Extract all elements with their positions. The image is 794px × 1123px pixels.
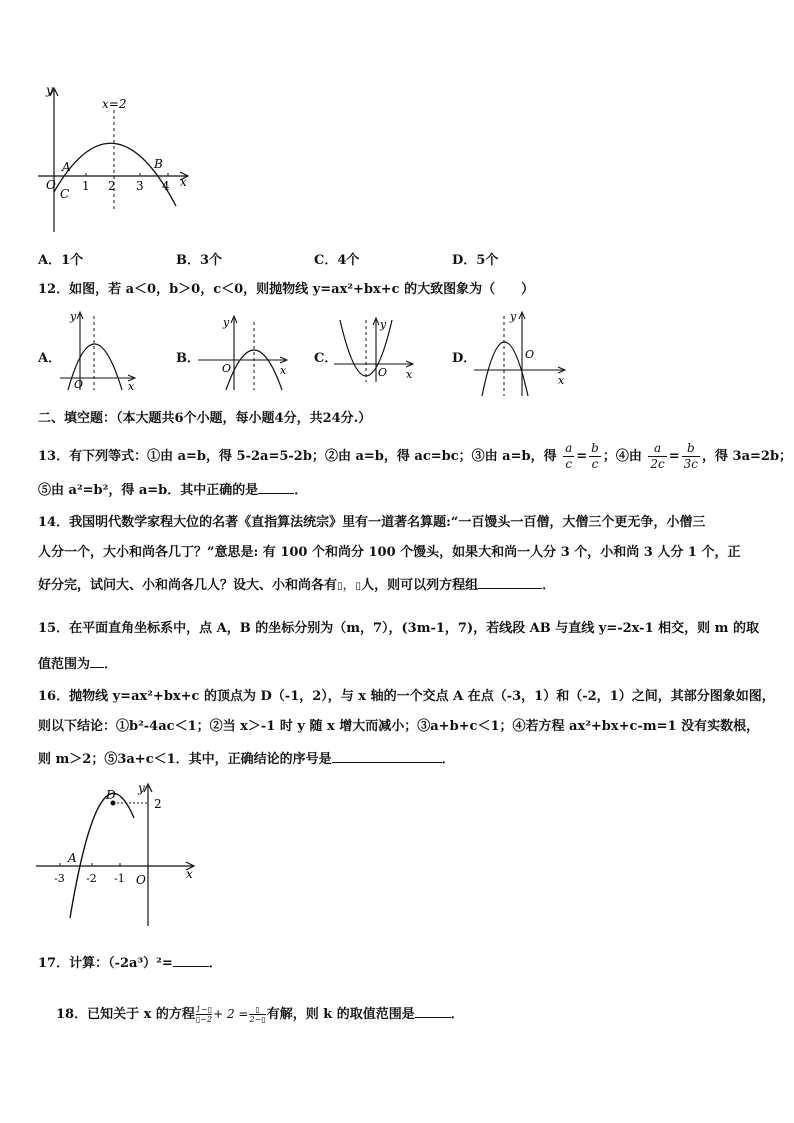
q11-option-d: D．5个 [452,253,499,268]
period: ． [294,483,308,498]
origin-label: O [222,362,232,375]
q13-statement-2: ②由 a=b，得 ac=bc； [324,449,472,464]
fraction-over-2-minus: $\frac{▯}{2-▯}$ [249,1005,266,1024]
fraction-a-over-2c: $\frac{a}{2c}$ [650,441,665,471]
point-b-label: B [154,157,163,171]
point-a-label: A [62,160,71,174]
q16-line-1: 16．抛物线 y=ax²+bx+c 的顶点为 D（-1，2），与 x 轴的一个交点 A 在点（-3，1）和（-2，1）之间，其部分图象如图， [38,689,775,704]
tick-neg1: -1 [114,872,125,885]
placeholder-glyph: ▯ [355,581,362,592]
tick-neg2: -2 [86,872,97,885]
placeholder-glyph: ▯ [337,581,343,592]
answer-blank[interactable] [90,654,104,668]
origin-label: O [46,178,56,192]
q13-statement-3: ③由 a=b，得 [471,449,557,464]
x-axis-label: x [280,364,287,377]
tick-neg3: -3 [54,872,65,885]
answer-blank[interactable] [478,575,542,589]
vertex-d-label: D [106,788,116,802]
section-heading: 二、填空题：（本大题共6个小题，每小题4分，共24分.） [38,411,372,426]
point-a-label: A [68,851,77,865]
origin-label: O [74,378,84,391]
point-c-label: C [60,187,70,201]
x-axis-label: x [128,380,135,392]
y-axis-label: y [138,781,145,795]
period: ． [441,752,455,767]
tick-2: 2 [108,179,116,193]
period: ． [104,657,118,672]
q15-text: 值范围为 [38,657,91,672]
origin-label: O [136,873,146,887]
x-axis-label: x [406,368,413,381]
q13-line-2 [38,480,307,500]
q16-parabola-figure [30,778,210,928]
answer-blank[interactable] [173,953,209,967]
q12-option-d-label: D． [452,351,477,366]
q16-text: 则 m＞2；⑤3a+c＜1．其中，正确结论的序号是 [38,752,332,767]
y-axis-label: y [510,310,517,323]
answer-blank[interactable] [415,1004,451,1018]
tick-2-y: 2 [154,797,162,811]
q14-line-3: 好分完，试问大、小和尚各几人？设大、小和尚各有▯，▯人，则可以列方程组 ． [38,575,555,596]
tick-4: 4 [162,179,170,193]
q12-option-a-label: A． [38,351,62,366]
y-axis-label: y [380,318,387,331]
q15-line-1: 15．在平面直角坐标系中，点 A，B 的坐标分别为（m，7），(3m-1，7)，若线段 AB 与直线 y=-2x-1 相交，则 m 的取 [38,621,759,636]
q12-graph-b [196,312,292,392]
y-axis-label: y [70,310,77,323]
y-axis-label: y [223,316,230,329]
q14-text: 好分完，试问大、小和尚各几人？设大、小和尚各有 [38,578,338,593]
answer-blank[interactable] [332,749,442,763]
q11-option-a: A．1个 [38,253,84,268]
x-axis-label: x [180,175,187,189]
q16-line-3 [38,749,455,769]
q14-line-2: 人分一个，大小和尚各几丁？”意思是: 有 100 个和尚分 100 个馒头，如果大和尚一人分 3 个，小和尚 3 人分 1 个，正 [38,545,741,560]
tick-3: 3 [136,179,144,193]
q11-option-c: C．4个 [314,253,360,268]
q16-line-2: 则以下结论：①b²-4ac＜1；②当 x＞-1 时 y 随 x 增大而减小；③a+b+c＜1；④若方程 ax²+bx+c-m=1 没有实数根， [38,719,760,734]
q12-graph-a [58,308,140,392]
q11-parabola-figure [30,80,200,240]
q12-question: 12．如图，若 a＜0，b＞0，c＜0，则抛物线 y=ax²+bx+c 的大致图象为（ ） [38,282,535,297]
q13-intro: 13．有下列等式： [38,449,148,464]
q18-text: 18．已知关于 x 的方程 [56,1007,195,1022]
q12-graph-d [470,308,570,398]
q13-statement-5: ⑤由 a²=b²，得 a=b．其中正确的是 [38,483,259,498]
fraction-b-over-3c: $\frac{b}{3c}$ [683,441,699,471]
y-axis-label: y [46,83,53,97]
q13-statement-4: ；④由 [602,449,642,464]
q11-option-b: B．3个 [176,253,223,268]
q15-line-2 [38,654,117,674]
period: ． [542,578,556,593]
tick-1: 1 [82,179,90,193]
fraction-a-over-c: $\frac{a}{c}$ [565,441,573,471]
equals-sign: = [576,449,588,464]
q13-line-1 [38,441,792,473]
q18-text-end: 有解，则 k 的取值范围是 [266,1007,415,1022]
q18-line [56,1000,464,1029]
q12-graph-c [332,314,418,384]
origin-label: O [525,348,535,361]
x-axis-label: x [558,374,565,387]
x-axis-label: x [186,867,193,881]
period: ． [450,1007,464,1022]
period: ． [208,956,222,971]
q14-line-1: 14．我国明代数学家程大位的名著《直指算法统宗》里有一道著名算题:“一百馒头一百僧，大僧三个更无争，小僧三 [38,515,706,530]
q17-line [38,953,222,973]
equals-sign: = [668,449,680,464]
fraction-b-over-c: $\frac{b}{c}$ [591,441,599,471]
symmetry-label: x=2 [102,97,127,111]
origin-label: O [378,366,388,379]
q12-option-c-label: C． [314,351,338,366]
q13-statement-4-end: ，得 3a=2b； [702,449,793,464]
q13-statement-1: ①由 a=b，得 5-2a=5-2b； [147,449,325,464]
plus-two-equals: + 2 = [213,1007,249,1021]
q14-text-end: 人，则可以列方程组 [361,578,479,593]
q12-option-b-label: B． [176,351,200,366]
q17-text: 17．计算：（-2a³）²= [38,956,173,971]
answer-blank[interactable] [258,480,294,494]
fraction-1-minus-over-minus-2: $\frac{1-▯}{▯-2}$ [195,1005,213,1024]
